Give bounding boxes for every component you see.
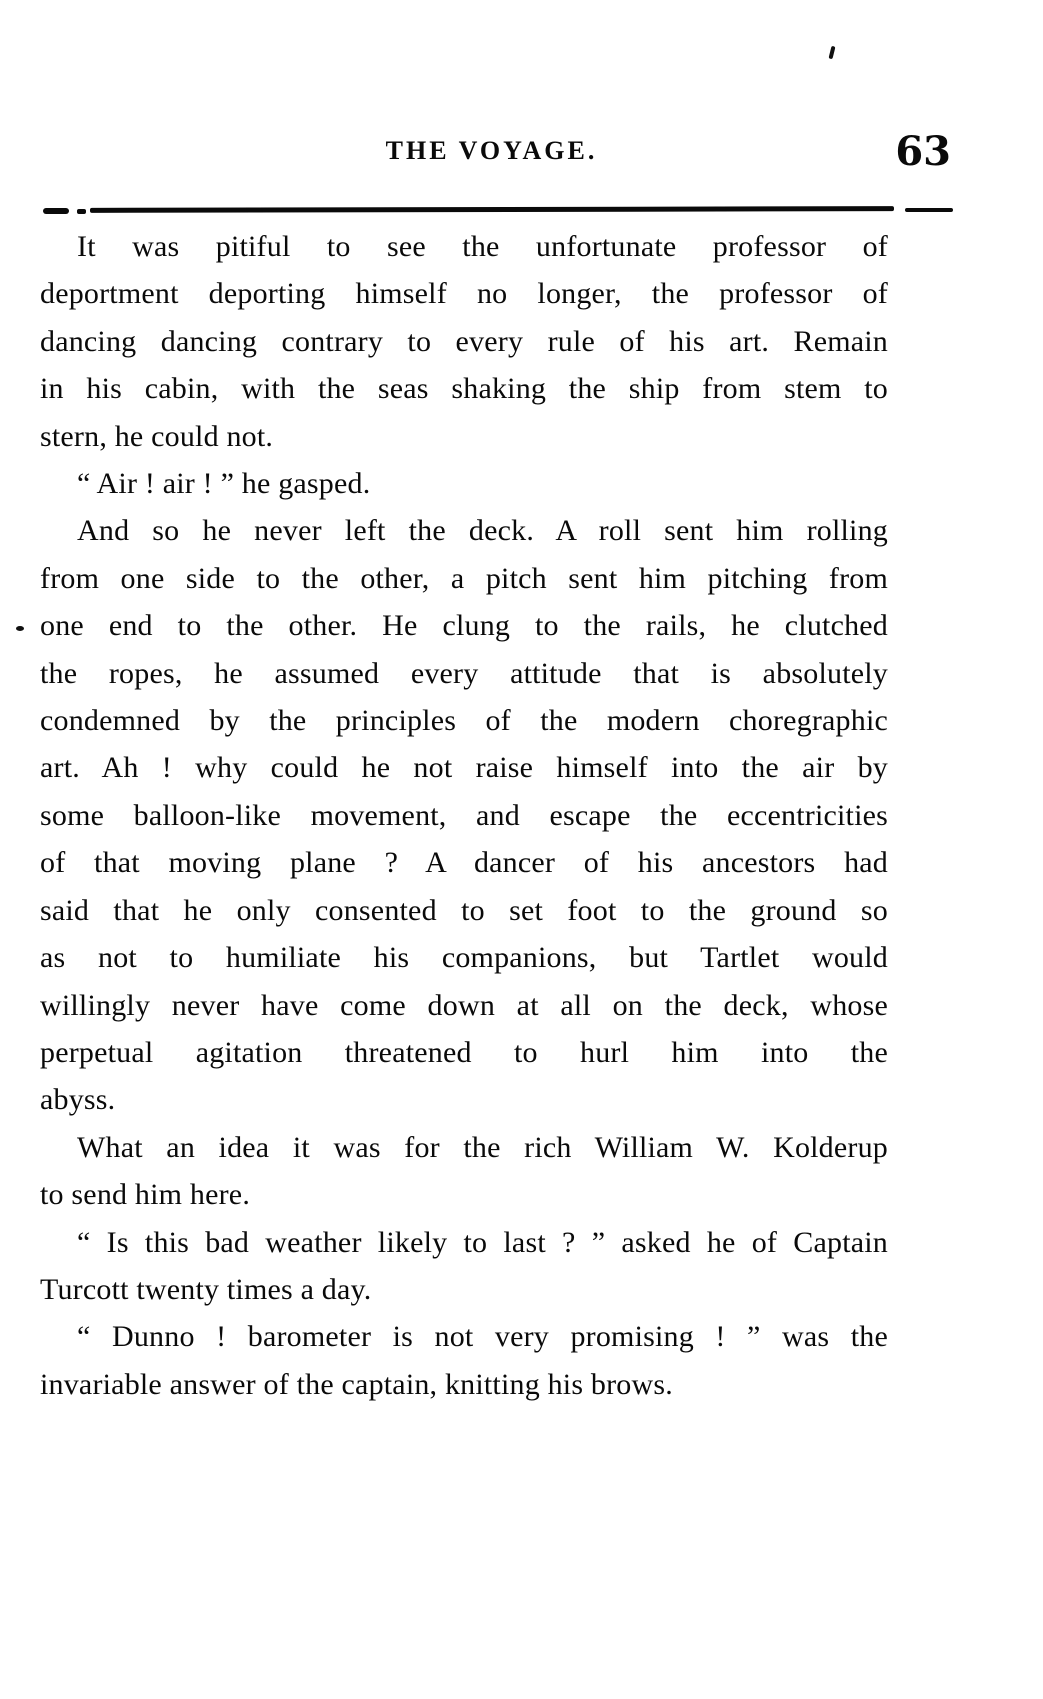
paragraph xyxy=(40,507,888,1123)
paragraph xyxy=(40,460,888,507)
page-header xyxy=(0,128,1043,184)
text-line: deportment deporting himself no longer, the professor of xyxy=(40,277,888,311)
page-number: 63 xyxy=(895,128,951,175)
text-line: condemned by the principles of the modern choregraphic xyxy=(40,704,888,738)
text-line: And so he never left the deck. A roll sent him rolling xyxy=(77,514,888,548)
text-line: one end to the other. He clung to the rails, he clutched xyxy=(40,609,888,643)
text-line: from one side to the other, a pitch sent him pitching from xyxy=(40,561,888,595)
text-line: abyss. xyxy=(40,1083,116,1117)
text-line: as not to humiliate his companions, but Tartlet would xyxy=(40,941,888,975)
text-line: Turcott twenty times a day. xyxy=(40,1272,372,1306)
text-line: perpetual agitation threatened to hurl him into the xyxy=(40,1035,888,1069)
text-line: dancing dancing contrary to every rule of his art. Remain xyxy=(40,324,888,358)
text-line: stern, he could not. xyxy=(40,419,274,453)
text-line: in his cabin, with the seas shaking the ship from stem to xyxy=(40,372,888,406)
text-line: It was pitiful to see the unfortunate professor of xyxy=(77,230,888,263)
ink-speck-top xyxy=(828,46,835,60)
rule-main-line xyxy=(90,206,894,213)
text-line: said that he only consented to set foot to the ground so xyxy=(40,893,888,927)
paragraph xyxy=(40,1124,888,1219)
running-title: THE VOYAGE. xyxy=(385,136,598,165)
text-line: “ Is this bad weather likely to last ? ” asked he of Captain xyxy=(77,1225,888,1259)
text-line: art. Ah ! why could he not raise himself into the air by xyxy=(40,751,888,785)
paragraph xyxy=(40,1313,888,1408)
text-line: willingly never have come down at all on the deck, whose xyxy=(40,988,888,1022)
text-line: to send him here. xyxy=(40,1178,251,1212)
text-line: invariable answer of the captain, knitting his brows. xyxy=(40,1367,673,1401)
header-rule xyxy=(43,205,955,215)
rule-dash-right xyxy=(905,208,953,212)
text-line: What an idea it was for the rich William W. Kolderup xyxy=(77,1130,888,1164)
page-body xyxy=(40,223,888,1408)
ink-speck-left-margin xyxy=(16,626,24,631)
rule-dash-small xyxy=(77,209,86,214)
paragraph xyxy=(40,223,888,460)
paragraph xyxy=(40,1219,888,1314)
rule-dash-left xyxy=(43,208,69,214)
text-line: some balloon-like movement, and escape the eccentricities xyxy=(40,798,888,832)
text-line: “ Dunno ! barometer is not very promising ! ” was the xyxy=(77,1320,888,1354)
text-line: of that moving plane ? A dancer of his ancestors had xyxy=(40,846,888,880)
text-line: “ Air ! air ! ” he gasped. xyxy=(77,467,371,501)
text-line: the ropes, he assumed every attitude that is absolutely xyxy=(40,656,888,690)
